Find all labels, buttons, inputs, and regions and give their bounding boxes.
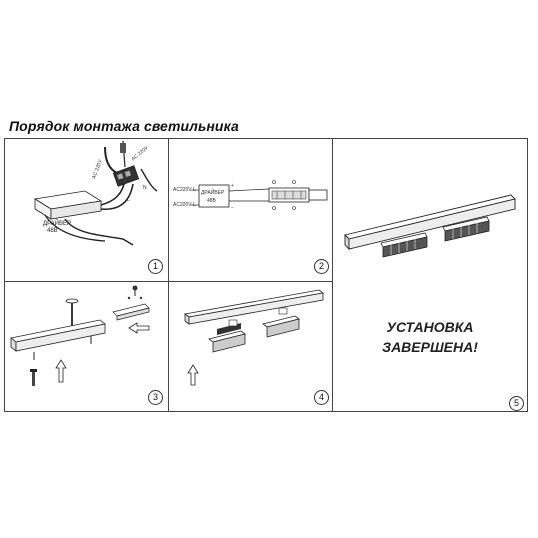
wire-mark-2: − [231, 205, 234, 211]
screw-top-icon [133, 286, 138, 297]
step-number-3: 3 [148, 390, 163, 405]
driver-voltage: 48В [207, 198, 216, 204]
done-line-1: УСТАНОВКА [386, 319, 474, 335]
step-number-4: 4 [314, 390, 329, 405]
step-number-1: 1 [148, 259, 163, 274]
input-label-1: AC220V L [173, 187, 196, 193]
wire-label-1: AC 220V [91, 158, 104, 180]
driver-label: ДРАЙВЕР [43, 221, 71, 227]
page-title: Порядок монтажа светильника [9, 118, 239, 134]
connector-piece [113, 304, 149, 320]
step-5-illustration [333, 139, 527, 411]
step-3-illustration [5, 282, 169, 411]
wire-label-2: AC 220V [130, 145, 150, 163]
wire-mark-1: + [231, 183, 234, 189]
driver-label: ДРАЙВЕР [201, 190, 225, 196]
screwdriver-icon [120, 141, 126, 167]
step-5-panel [333, 139, 527, 411]
terminal-block [113, 166, 138, 187]
installed-luminaire [345, 195, 515, 249]
input-label-2: AC220V L [173, 202, 196, 208]
screw-icon [30, 369, 37, 386]
ceiling-cup [66, 299, 78, 303]
spot-module-2 [263, 308, 299, 337]
step-3-panel [5, 282, 169, 411]
wire-mark-n: N [143, 185, 147, 191]
step-4-illustration [169, 282, 333, 411]
wire-mark-l: L [127, 197, 130, 203]
step-2-illustration [169, 139, 333, 282]
driver-box [35, 191, 101, 219]
step-2-panel [169, 139, 333, 282]
up-arrow-icon [56, 360, 66, 382]
track-profile [185, 290, 323, 324]
left-arrow-icon [129, 323, 149, 333]
track-connector [269, 188, 327, 202]
step-number-5: 5 [509, 396, 524, 411]
instruction-grid [4, 138, 528, 412]
up-arrow-icon [188, 365, 198, 385]
driver-voltage: 48В [47, 228, 58, 234]
step-1-illustration [5, 139, 169, 282]
step-number-2: 2 [314, 259, 329, 274]
step-4-panel [169, 282, 333, 411]
done-line-2: ЗАВЕРШЕНА! [382, 339, 478, 355]
spot-module-1 [209, 320, 245, 352]
luminaire-profile [11, 320, 105, 351]
step-1-panel [5, 139, 169, 282]
